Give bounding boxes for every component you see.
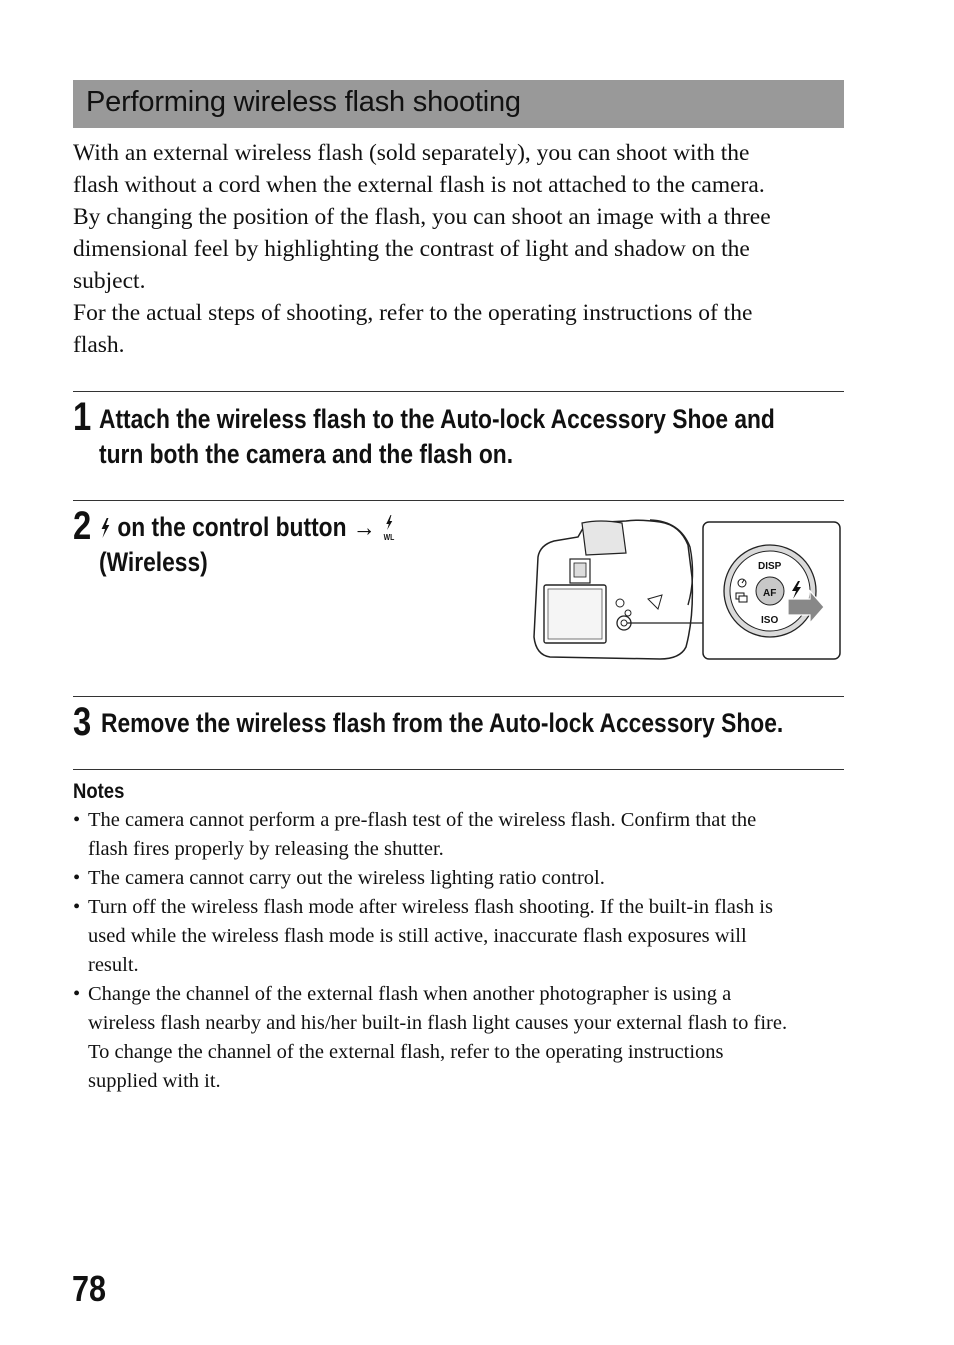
wl-label: WL xyxy=(383,532,395,542)
step-3-text: Remove the wireless flash from the Auto-lock Accessory Shoe. xyxy=(101,708,784,738)
divider xyxy=(73,500,844,501)
intro-line: By changing the position of the flash, you can shoot an image with a three xyxy=(73,204,771,230)
notes-list xyxy=(73,806,848,1096)
section-title: Performing wireless flash shooting xyxy=(86,86,521,118)
step-2-text: (Wireless) xyxy=(99,547,208,577)
note-line: The camera cannot carry out the wireless lighting ratio control. xyxy=(88,867,605,889)
divider xyxy=(73,769,844,770)
step-2-text: on the control button xyxy=(117,512,347,542)
note-line: supplied with it. xyxy=(88,1070,221,1092)
flash-wireless-icon xyxy=(382,510,397,545)
intro-line: flash without a cord when the external flash is not attached to the camera. xyxy=(73,172,765,198)
camera-back-illustration xyxy=(530,517,842,662)
step-1-text: Attach the wireless flash to the Auto-lock Accessory Shoe and xyxy=(99,404,775,434)
step-2-line xyxy=(99,510,397,545)
note-item xyxy=(73,980,848,1096)
divider xyxy=(73,696,844,697)
intro-line: dimensional feel by highlighting the contrast of light and shadow on the xyxy=(73,236,750,262)
intro-line: subject. xyxy=(73,268,146,294)
note-line: The camera cannot perform a pre-flash test of the wireless flash. Confirm that the xyxy=(88,809,757,831)
bullet: • xyxy=(73,983,81,1005)
divider xyxy=(73,391,844,392)
step-number: 2 xyxy=(73,504,92,548)
arrow-icon: → xyxy=(352,512,376,542)
note-line: To change the channel of the external flash, refer to the operating instructions xyxy=(88,1041,724,1063)
note-line: Turn off the wireless flash mode after wireless flash shooting. If the built-in flash is xyxy=(88,896,773,918)
note-item xyxy=(73,893,848,980)
dial-label-center: AF xyxy=(763,588,777,599)
bullet: • xyxy=(73,809,81,831)
intro-line: With an external wireless flash (sold separately), you can shoot with the xyxy=(73,140,750,166)
note-line: flash fires properly by releasing the shutter. xyxy=(88,838,444,860)
notes-title: Notes xyxy=(73,780,125,803)
note-item xyxy=(73,806,848,864)
flash-icon xyxy=(99,510,111,545)
dial-label-bottom: ISO xyxy=(761,615,779,626)
note-item xyxy=(73,864,848,893)
step-number: 1 xyxy=(73,395,92,439)
section-header xyxy=(73,80,844,128)
step-number: 3 xyxy=(73,700,92,744)
bullet: • xyxy=(73,896,81,918)
dial-label-top: DISP xyxy=(758,561,782,572)
bullet: • xyxy=(73,867,81,889)
page-number: 78 xyxy=(72,1268,107,1309)
intro-paragraph xyxy=(73,137,848,361)
note-line: Change the channel of the external flash when another photographer is using a xyxy=(88,983,732,1005)
note-line: wireless flash nearby and his/her built-in flash light causes your external flash to fire. xyxy=(88,1012,788,1034)
intro-line: For the actual steps of shooting, refer to the operating instructions of the xyxy=(73,300,753,326)
note-line: used while the wireless flash mode is still active, inaccurate flash exposures will xyxy=(88,925,747,947)
note-line: result. xyxy=(88,954,139,976)
intro-line: flash. xyxy=(73,332,125,358)
step-1-text: turn both the camera and the flash on. xyxy=(99,439,514,469)
